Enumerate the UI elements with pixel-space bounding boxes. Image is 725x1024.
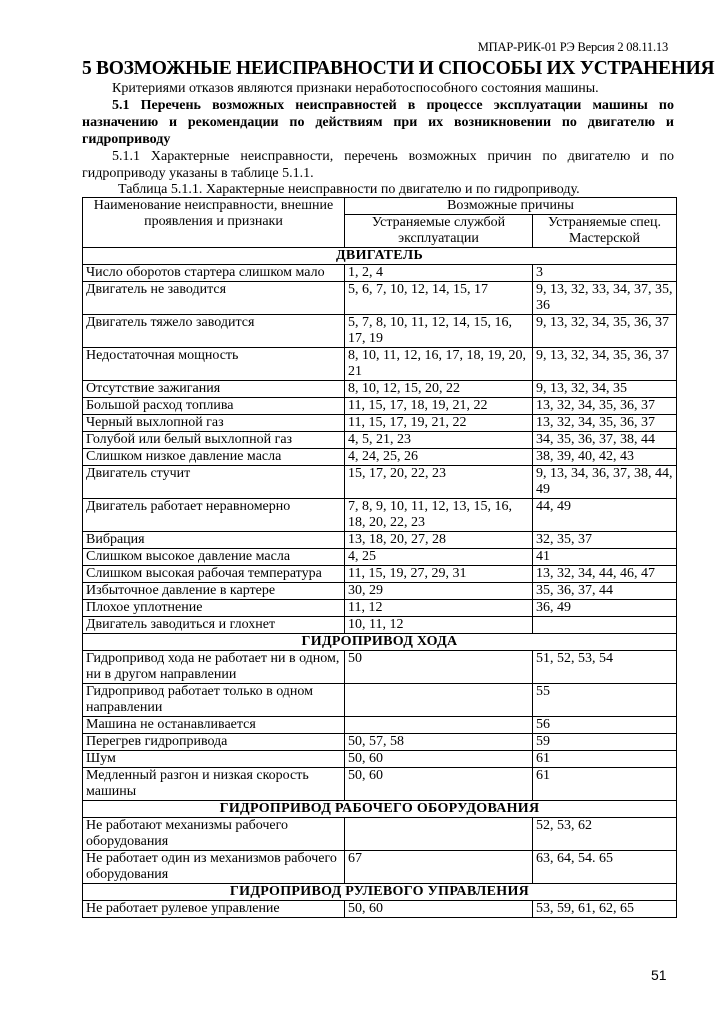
table-row (83, 651, 677, 684)
service-causes-cell: 8, 10, 11, 12, 16, 17, 18, 19, 20, 21 (345, 348, 533, 381)
table-row (83, 315, 677, 348)
service-causes-cell: 50, 60 (345, 751, 533, 768)
table-row (83, 818, 677, 851)
section-5-1-heading: 5.1 Перечень возможных неисправностей в процессе эксплуатации машины по назначению и рекомендации по действиям при их возникновении по двигателю и гидроприводу (82, 98, 674, 147)
page-number: 51 (651, 967, 667, 983)
table-row (83, 466, 677, 499)
fault-name-cell: Отсутствие зажигания (83, 381, 345, 398)
table-row (83, 265, 677, 282)
fault-name-cell: Двигатель стучит (83, 466, 345, 499)
table-row (83, 617, 677, 634)
header-service-causes: Устраняемые службой эксплуатации (345, 215, 533, 248)
criteria-paragraph: Критериями отказов являются признаки неработоспособного состояния машины. (112, 81, 599, 96)
workshop-causes-cell: 32, 35, 37 (533, 532, 677, 549)
fault-name-cell: Недостаточная мощность (83, 348, 345, 381)
service-causes-cell: 11, 15, 19, 27, 29, 31 (345, 566, 533, 583)
service-causes-cell: 7, 8, 9, 10, 11, 12, 13, 15, 16, 18, 20, 22, 23 (345, 499, 533, 532)
service-causes-cell: 50, 60 (345, 901, 533, 918)
table-row (83, 600, 677, 617)
fault-name-cell: Двигатель тяжело заводится (83, 315, 345, 348)
table-row (83, 415, 677, 432)
chapter-title: 5 ВОЗМОЖНЫЕ НЕИСПРАВНОСТИ И СПОСОБЫ ИХ УСТРАНЕНИЯ (82, 58, 715, 79)
service-causes-cell: 50, 57, 58 (345, 734, 533, 751)
workshop-causes-cell: 9, 13, 32, 33, 34, 37, 35, 36 (533, 282, 677, 315)
fault-name-cell: Шум (83, 751, 345, 768)
workshop-causes-cell: 13, 32, 34, 35, 36, 37 (533, 415, 677, 432)
table-row (83, 717, 677, 734)
service-causes-cell: 10, 11, 12 (345, 617, 533, 634)
workshop-causes-cell: 9, 13, 32, 34, 35, 36, 37 (533, 348, 677, 381)
service-causes-cell (345, 684, 533, 717)
header-possible-causes: Возможные причины (345, 198, 677, 215)
workshop-causes-cell (533, 617, 677, 634)
table-row (83, 768, 677, 801)
workshop-causes-cell: 3 (533, 265, 677, 282)
table-row (83, 583, 677, 600)
table-row (83, 751, 677, 768)
section-title: ГИДРОПРИВОД ХОДА (83, 634, 677, 651)
table-row (83, 901, 677, 918)
workshop-causes-cell: 51, 52, 53, 54 (533, 651, 677, 684)
fault-name-cell: Число оборотов стартера слишком мало (83, 265, 345, 282)
workshop-causes-cell: 36, 49 (533, 600, 677, 617)
service-causes-cell: 8, 10, 12, 15, 20, 22 (345, 381, 533, 398)
table-row (83, 282, 677, 315)
header-workshop-causes: Устраняемые спец. Мастерской (533, 215, 677, 248)
workshop-causes-cell: 63, 64, 54. 65 (533, 851, 677, 884)
document-reference: МПАР-РИК-01 РЭ Версия 2 08.11.13 (477, 40, 668, 54)
fault-name-cell: Слишком низкое давление масла (83, 449, 345, 466)
service-causes-cell: 15, 17, 20, 22, 23 (345, 466, 533, 499)
service-causes-cell: 50 (345, 651, 533, 684)
table-row (83, 532, 677, 549)
service-causes-cell: 50, 60 (345, 768, 533, 801)
service-causes-cell: 4, 5, 21, 23 (345, 432, 533, 449)
fault-name-cell: Вибрация (83, 532, 345, 549)
section-header-row (83, 248, 677, 265)
section-header-row (83, 801, 677, 818)
table-row (83, 381, 677, 398)
workshop-causes-cell: 35, 36, 37, 44 (533, 583, 677, 600)
fault-name-cell: Слишком высокое давление масла (83, 549, 345, 566)
header-fault-name: Наименование неисправности, внешние проявления и признаки (83, 198, 345, 248)
faults-table (82, 197, 677, 918)
service-causes-cell: 11, 12 (345, 600, 533, 617)
workshop-causes-cell: 13, 32, 34, 44, 46, 47 (533, 566, 677, 583)
fault-name-cell: Гидропривод хода не работает ни в одном, ни в другом направлении (83, 651, 345, 684)
table-row (83, 566, 677, 583)
table-row (83, 684, 677, 717)
workshop-causes-cell: 41 (533, 549, 677, 566)
service-causes-cell: 11, 15, 17, 18, 19, 21, 22 (345, 398, 533, 415)
service-causes-cell: 5, 6, 7, 10, 12, 14, 15, 17 (345, 282, 533, 315)
workshop-causes-cell: 61 (533, 768, 677, 801)
workshop-causes-cell: 53, 59, 61, 62, 65 (533, 901, 677, 918)
workshop-causes-cell: 55 (533, 684, 677, 717)
service-causes-cell: 30, 29 (345, 583, 533, 600)
table-row (83, 549, 677, 566)
workshop-causes-cell: 34, 35, 36, 37, 38, 44 (533, 432, 677, 449)
fault-name-cell: Слишком высокая рабочая температура (83, 566, 345, 583)
fault-name-cell: Гидропривод работает только в одном направлении (83, 684, 345, 717)
workshop-causes-cell: 56 (533, 717, 677, 734)
workshop-causes-cell: 52, 53, 62 (533, 818, 677, 851)
workshop-causes-cell: 9, 13, 32, 34, 35, 36, 37 (533, 315, 677, 348)
table-row (83, 734, 677, 751)
table-row (83, 851, 677, 884)
fault-name-cell: Медленный разгон и низкая скорость машины (83, 768, 345, 801)
fault-name-cell: Избыточное давление в картере (83, 583, 345, 600)
section-title: ГИДРОПРИВОД РУЛЕВОГО УПРАВЛЕНИЯ (83, 884, 677, 901)
workshop-causes-cell: 59 (533, 734, 677, 751)
service-causes-cell (345, 717, 533, 734)
fault-name-cell: Черный выхлопной газ (83, 415, 345, 432)
fault-name-cell: Двигатель работает неравномерно (83, 499, 345, 532)
table-body (83, 248, 677, 918)
table-row (83, 398, 677, 415)
workshop-causes-cell: 44, 49 (533, 499, 677, 532)
service-causes-cell: 11, 15, 17, 19, 21, 22 (345, 415, 533, 432)
table-row (83, 499, 677, 532)
service-causes-cell: 4, 24, 25, 26 (345, 449, 533, 466)
service-causes-cell: 67 (345, 851, 533, 884)
section-title: ГИДРОПРИВОД РАБОЧЕГО ОБОРУДОВАНИЯ (83, 801, 677, 818)
section-header-row (83, 884, 677, 901)
service-causes-cell: 5, 7, 8, 10, 11, 12, 14, 15, 16, 17, 19 (345, 315, 533, 348)
table-row (83, 432, 677, 449)
service-causes-cell: 4, 25 (345, 549, 533, 566)
service-causes-cell: 1, 2, 4 (345, 265, 533, 282)
section-5-1-1-paragraph: 5.1.1 Характерные неисправности, перечень возможных причин по двигателю и по гидроприводу указаны в таблице 5.1.1. (82, 149, 674, 181)
fault-name-cell: Машина не останавливается (83, 717, 345, 734)
fault-name-cell: Не работают механизмы рабочего оборудования (83, 818, 345, 851)
workshop-causes-cell: 9, 13, 32, 34, 35 (533, 381, 677, 398)
table-row (83, 449, 677, 466)
fault-name-cell: Перегрев гидропривода (83, 734, 345, 751)
fault-name-cell: Большой расход топлива (83, 398, 345, 415)
service-causes-cell: 13, 18, 20, 27, 28 (345, 532, 533, 549)
fault-name-cell: Плохое уплотнение (83, 600, 345, 617)
service-causes-cell (345, 818, 533, 851)
workshop-causes-cell: 9, 13, 34, 36, 37, 38, 44, 49 (533, 466, 677, 499)
section-header-row (83, 634, 677, 651)
table-row (83, 348, 677, 381)
workshop-causes-cell: 38, 39, 40, 42, 43 (533, 449, 677, 466)
table-caption: Таблица 5.1.1. Характерные неисправности по двигателю и по гидроприводу. (118, 182, 580, 197)
fault-name-cell: Двигатель заводиться и глохнет (83, 617, 345, 634)
fault-name-cell: Двигатель не заводится (83, 282, 345, 315)
section-title: ДВИГАТЕЛЬ (83, 248, 677, 265)
fault-name-cell: Голубой или белый выхлопной газ (83, 432, 345, 449)
fault-name-cell: Не работает рулевое управление (83, 901, 345, 918)
fault-name-cell: Не работает один из механизмов рабочего оборудования (83, 851, 345, 884)
workshop-causes-cell: 61 (533, 751, 677, 768)
workshop-causes-cell: 13, 32, 34, 35, 36, 37 (533, 398, 677, 415)
